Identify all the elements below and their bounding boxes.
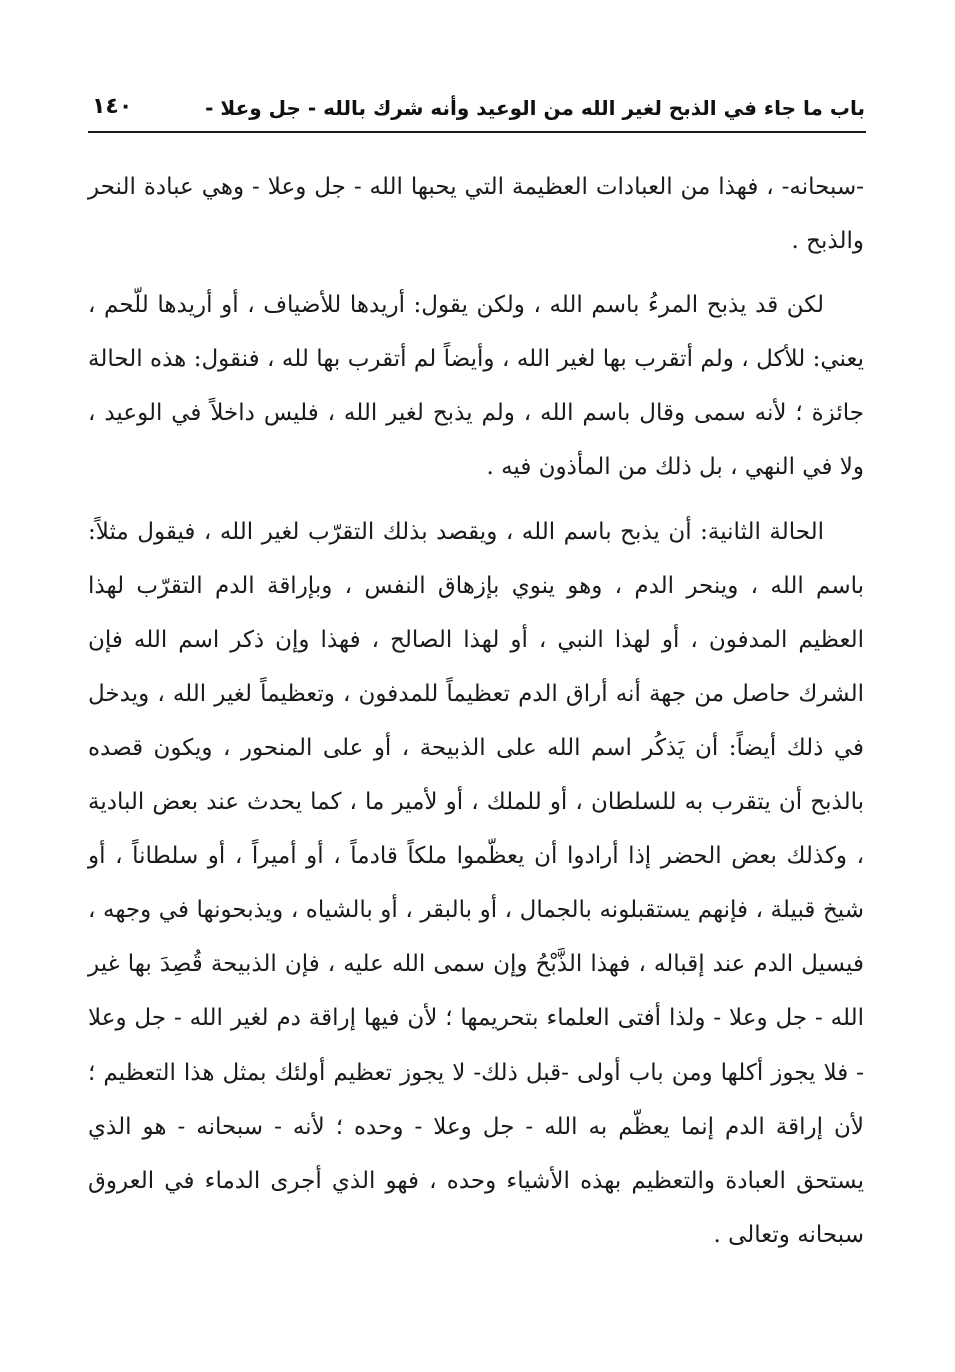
page-number: ١٤٠ xyxy=(92,94,133,119)
running-title: باب ما جاء في الذبح لغير الله من الوعيد وأنه شرك بالله - جل وعلا - xyxy=(205,96,865,120)
header-divider xyxy=(88,131,866,133)
paragraph-second-case: الحالة الثانية: أن يذبح باسم الله ، ويقصد بذلك التقرّب لغير الله ، فيقول مثلاً: باسم الله ، وينحر الدم ، وهو ينوي بإزهاق النفس ، وبإراقة الدم التقرّب لهذا العظيم المدفون ، أو لهذا النبي ، أو لهذا الصالح ، فهذا وإن ذكر اسم الله فإن الشرك حاصل من جهة أنه أراق الدم تعظيماً للمدفون ، وتعظيماً لغير الله ، ويدخل في ذلك أيضاً: أن يَذكُر اسم الله على الذبيحة ، أو على المنحور ، ويكون قصده بالذبح أن يتقرب به للسلطان ، أو للملك ، أو لأمير ما ، كما يحدث عند بعض البادية ، وكذلك بعض الحضر إذا أرادوا أن يعظّموا ملكاً قادماً ، أو أميراً ، أو سلطاناً ، أو شيخ قبيلة ، فإنهم يستقبلونه بالجمال ، أو بالبقر ، أو بالشياه ، ويذبحونها في وجهه ، فيسيل الدم عند إقباله ، فهذا الذَّبْحُ وإن سمى الله عليه ، فإن الذبيحة قُصِدَ بها غير الله - جل وعلا - ولذا أفتى العلماء بتحريمها ؛ لأن فيها إراقة دم لغير الله - جل وعلا - فلا يجوز أكلها ومن باب أولى -قبل ذلك- لا يجوز تعظيم أولئك بمثل هذا التعظيم ؛ لأن إراقة الدم إنما يعظّم به الله - جل وعلا - وحده ؛ لأنه - سبحانه - هو الذي يستحق العبادة والتعظيم بهذه الأشياء وحده ، فهو الذي أجرى الدماء في العروق سبحانه وتعالى . xyxy=(88,518,864,1248)
paragraph-permitted-case: لكن قد يذبح المرءُ باسم الله ، ولكن يقول: أريدها للأضياف ، أو أريدها للّحم ، يعني: للأكل ، ولم أتقرب بها لغير الله ، وأيضاً لم أتقرب بها لله ، فنقول: هذه الحالة جائزة ؛ لأنه سمى وقال باسم الله ، ولم يذبح لغير الله ، فليس داخلاً في الوعيد ، ولا في النهي ، بل ذلك من المأذون فيه . xyxy=(88,292,864,481)
page-header xyxy=(88,92,865,132)
paragraph-continuation: -سبحانه- ، فهذا من العبادات العظيمة التي يحبها الله - جل وعلا - وهي عبادة النحر والذبح . xyxy=(88,174,864,255)
body-text xyxy=(88,160,864,1272)
